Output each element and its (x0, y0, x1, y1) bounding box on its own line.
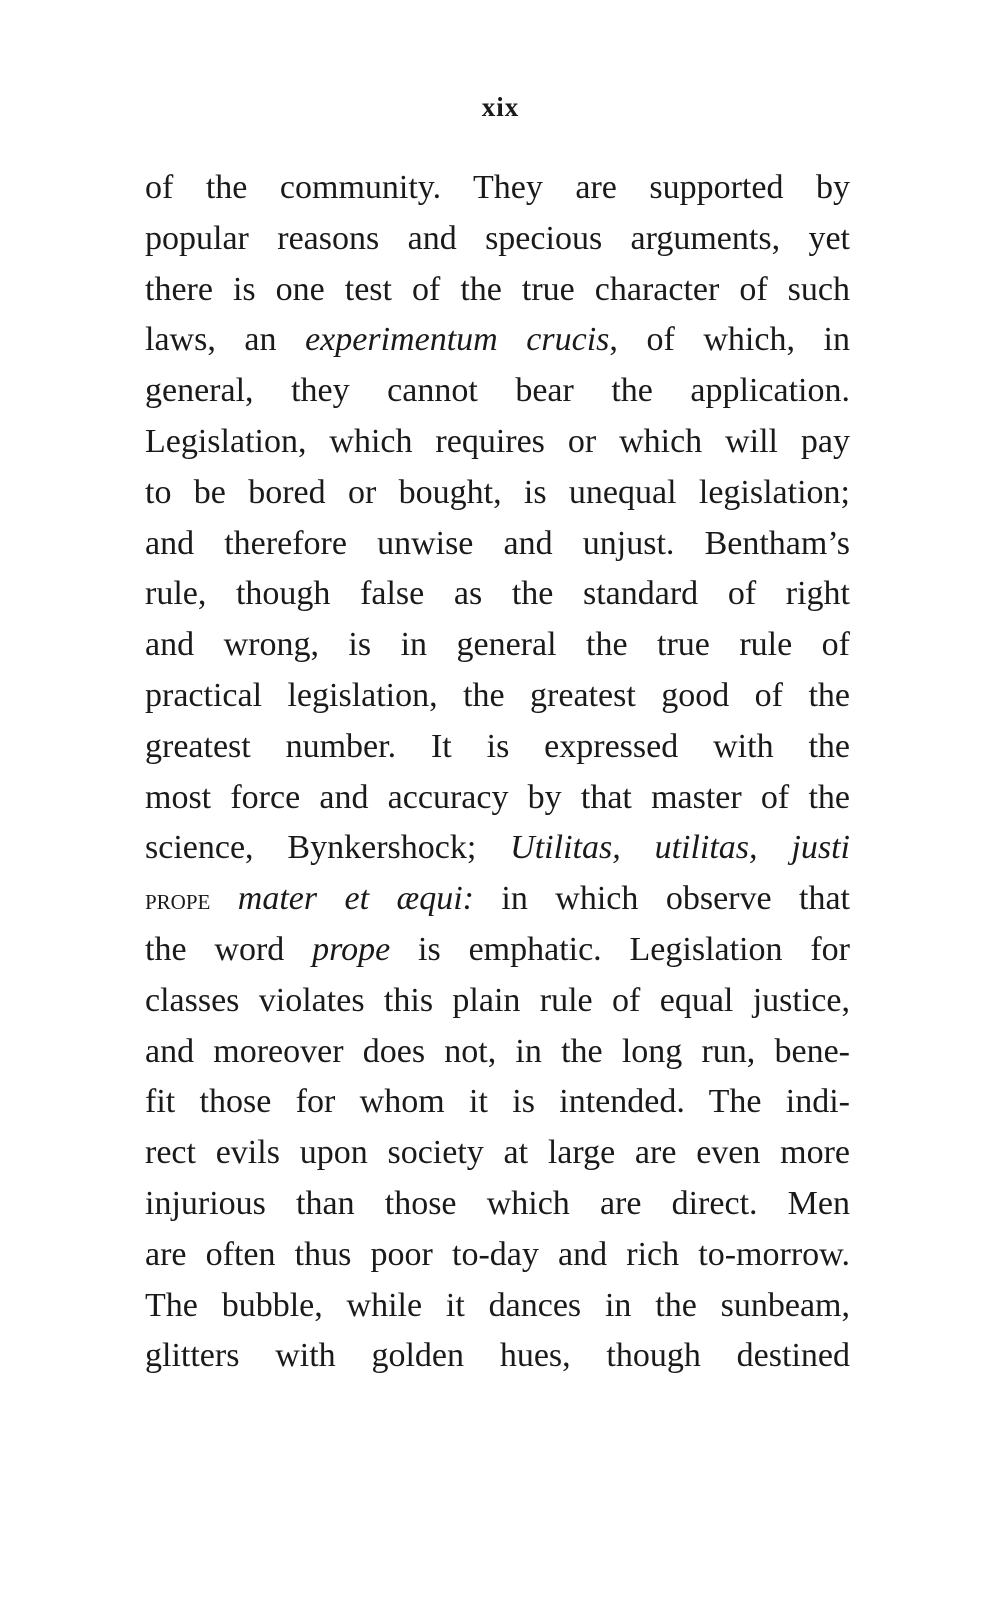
text-line (145, 773, 850, 824)
text-line (145, 1281, 850, 1332)
text-line (145, 1077, 850, 1128)
text-line (145, 823, 850, 874)
text-segment: of the community. They are supported by (145, 169, 850, 206)
text-segment: rect evils upon society at large are even more (145, 1134, 850, 1172)
text-line (145, 1331, 850, 1382)
text-line (145, 468, 850, 519)
text-line (145, 925, 850, 976)
text-line (145, 519, 850, 570)
text-segment: injurious than those which are direct. Men (145, 1184, 850, 1222)
text-segment: Utilitas, utilitas, justi (510, 829, 850, 867)
text-line (145, 1128, 850, 1179)
text-segment: laws, an (145, 321, 306, 359)
text-line (145, 722, 850, 773)
text-line (145, 163, 850, 214)
text-line (145, 417, 850, 468)
text-segment: The bubble, while it dances in the sunbeam, (145, 1286, 850, 1324)
text-line (145, 874, 850, 925)
text-line (145, 1230, 850, 1281)
text-segment: and moreover does not, in the long run, bene- (145, 1032, 850, 1070)
text-segment: science, Bynkershock; (145, 829, 511, 867)
text-segment: and therefore unwise and unjust. Bentham’s (145, 524, 850, 562)
text-segment: prope (145, 883, 211, 917)
text-line (145, 265, 850, 316)
text-segment: prope (312, 930, 391, 968)
page-number: xix (481, 92, 520, 122)
text-segment: and wrong, is in general the true rule of (145, 626, 850, 664)
text-segment: rule, though false as the standard of right (145, 575, 850, 613)
text-line (145, 620, 850, 671)
text-line (145, 976, 850, 1027)
text-segment: popular reasons and specious arguments, yet (145, 219, 850, 257)
text-line (145, 214, 850, 265)
text-line (145, 1027, 850, 1078)
text-segment: most force and accuracy by that master of the (145, 778, 850, 816)
text-segment (210, 880, 237, 917)
text-segment: , of which, in (609, 321, 851, 359)
text-segment: fit those for whom it is intended. The indi- (145, 1083, 850, 1121)
text-segment: Legislation, which requires or which will pay (145, 422, 850, 460)
text-segment: the word (145, 930, 313, 968)
text-segment: glitters with golden hues, though destined (145, 1337, 850, 1375)
text-line (145, 671, 850, 722)
text-segment: classes violates this plain rule of equal justice, (145, 981, 850, 1019)
text-segment: are often thus poor to-day and rich to-morrow. (145, 1235, 850, 1273)
text-segment: to be bored or bought, is unequal legislation; (145, 473, 850, 511)
text-line (145, 366, 850, 417)
text-segment: practical legislation, the greatest good of the (145, 676, 850, 714)
body-text (145, 163, 850, 1382)
text-segment: mater et æqui: (237, 880, 474, 918)
text-line (145, 315, 850, 366)
text-segment: experimentum crucis (305, 321, 610, 359)
text-line (145, 569, 850, 620)
text-segment: greatest number. It is expressed with the (145, 727, 850, 765)
text-segment: general, they cannot bear the application. (145, 372, 850, 410)
text-segment: is emphatic. Legislation for (390, 930, 850, 968)
text-line (145, 1179, 850, 1230)
text-segment: there is one test of the true character of such (145, 270, 850, 308)
text-segment: in which observe that (473, 880, 850, 918)
